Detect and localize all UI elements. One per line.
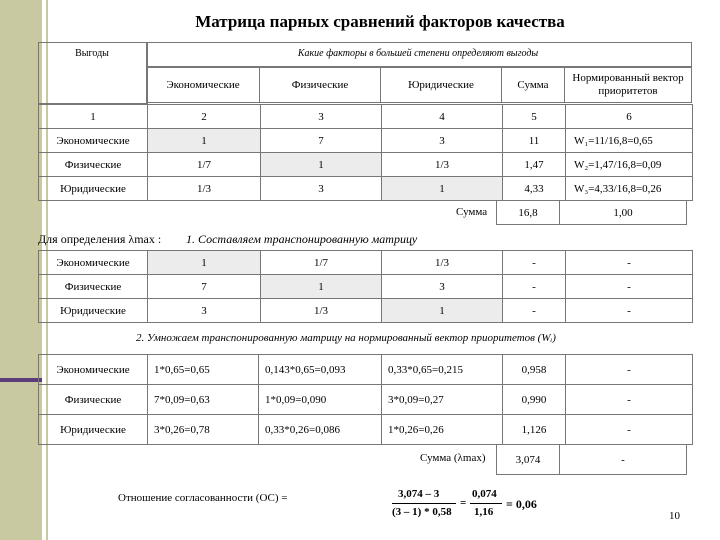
num-cell: 6 [566, 105, 693, 129]
cell: 1/7 [261, 251, 382, 275]
num-cell: 3 [261, 105, 382, 129]
table1-corner: Выгоды [75, 48, 109, 59]
formula-denominator1: (3 – 1) * 0,58 [392, 506, 452, 518]
cell: - [566, 251, 693, 275]
left-sidebar-bar [0, 0, 42, 540]
cell: 1 [261, 153, 382, 177]
cell: 1 [382, 177, 503, 201]
sidebar-accent [0, 378, 42, 382]
table-row [39, 129, 693, 153]
table-row [39, 251, 693, 275]
oc-label: Отношение согласованности (ОС) = [118, 492, 288, 504]
cell: 1*0,09=0,090 [259, 385, 382, 415]
cell: 1,126 [503, 415, 566, 445]
cell: 3*0,26=0,78 [148, 415, 259, 445]
lambda-label: Для определения λmax : [38, 232, 162, 246]
cell: 3 [261, 177, 382, 201]
cell: W₃=4,33/16,8=0,26 [566, 177, 693, 201]
cell: - [503, 299, 566, 323]
cell: 1 [148, 129, 261, 153]
cell: 3 [382, 275, 503, 299]
table3 [38, 354, 693, 445]
cell: W₁=11/16,8=0,65 [566, 129, 693, 153]
table-row [39, 153, 693, 177]
cell: 0,33*0,65=0,215 [382, 355, 503, 385]
cell: 1*0,26=0,26 [382, 415, 503, 445]
row-label: Юридические [39, 177, 148, 201]
table-row [39, 299, 693, 323]
num-cell: 2 [148, 105, 261, 129]
fraction-bar1 [392, 503, 456, 504]
table3-total [496, 444, 687, 475]
cell: 0,990 [503, 385, 566, 415]
cell: 1/3 [148, 177, 261, 201]
cell: 1 [148, 251, 261, 275]
cell: 0,958 [503, 355, 566, 385]
cell: 1/3 [382, 153, 503, 177]
cell: - [566, 355, 693, 385]
cell: 1*0,65=0,65 [148, 355, 259, 385]
cell: 7*0,09=0,63 [148, 385, 259, 415]
total-sum: 16,8 [497, 201, 560, 225]
header-sum: Сумма [502, 67, 565, 103]
cell: 1,47 [503, 153, 566, 177]
total-label: Сумма [456, 206, 488, 218]
cell: 1/3 [382, 251, 503, 275]
cell: 3 [148, 299, 261, 323]
row-label: Физические [39, 385, 148, 415]
cell: 1 [382, 299, 503, 323]
cell: 0,33*0,26=0,086 [259, 415, 382, 445]
cell: 1 [261, 275, 382, 299]
table1-question: Какие факторы в большей степени определяют выгоды [297, 48, 539, 59]
row-label: Физические [39, 275, 148, 299]
formula-equals: = [460, 497, 467, 509]
cell: 7 [261, 129, 382, 153]
row-label: Юридические [39, 299, 148, 323]
num-cell: 5 [503, 105, 566, 129]
fraction-bar2 [470, 503, 502, 504]
table-row [39, 415, 693, 445]
page-title: Матрица парных сравнений факторов качества [195, 12, 565, 31]
cell: - [503, 251, 566, 275]
step2-text: 2. Умножаем транспонированную матрицу на нормированный вектор приоритетов (Wᵢ) [136, 332, 556, 344]
lambda-total-label: Сумма (λmax) [420, 452, 486, 464]
lambda-total-dash: - [560, 445, 687, 475]
cell: 11 [503, 129, 566, 153]
header-vector: Нормированный вектор приоритетов [565, 67, 692, 103]
table-row [39, 177, 693, 201]
row-label: Экономические [39, 251, 148, 275]
table1-body [38, 104, 693, 201]
formula-numerator1: 3,074 – 3 [398, 488, 440, 500]
cell: - [503, 275, 566, 299]
num-cell: 4 [382, 105, 503, 129]
step1-text: 1. Составляем транспонированную матрицу [186, 232, 418, 246]
header-economic: Экономические [147, 67, 260, 103]
table1-total [496, 200, 687, 225]
total-w: 1,00 [560, 201, 687, 225]
table2 [38, 250, 693, 323]
cell: 1/3 [261, 299, 382, 323]
num-cell: 1 [39, 105, 148, 129]
cell: 1/7 [148, 153, 261, 177]
cell: 0,143*0,65=0,093 [259, 355, 382, 385]
table1-number-row [39, 105, 693, 129]
formula-numerator2: 0,074 [472, 488, 497, 500]
cell: W₂=1,47/16,8=0,09 [566, 153, 693, 177]
lambda-total-value: 3,074 [497, 445, 560, 475]
row-label: Экономические [39, 355, 148, 385]
table-row [39, 385, 693, 415]
row-label: Юридические [39, 415, 148, 445]
row-label: Экономические [39, 129, 148, 153]
cell: - [566, 415, 693, 445]
cell: 3*0,09=0,27 [382, 385, 503, 415]
cell: - [566, 299, 693, 323]
cell: - [566, 385, 693, 415]
table-row [39, 355, 693, 385]
cell: 4,33 [503, 177, 566, 201]
cell: 3 [382, 129, 503, 153]
header-physical: Физические [260, 67, 381, 103]
formula-denominator2: 1,16 [474, 506, 494, 518]
formula-result: = 0,06 [506, 497, 537, 511]
header-legal: Юридические [381, 67, 502, 103]
cell: 7 [148, 275, 261, 299]
table1-header [146, 66, 692, 103]
row-label: Физические [39, 153, 148, 177]
page-number: 10 [669, 510, 680, 522]
cell: - [566, 275, 693, 299]
table-row [39, 275, 693, 299]
